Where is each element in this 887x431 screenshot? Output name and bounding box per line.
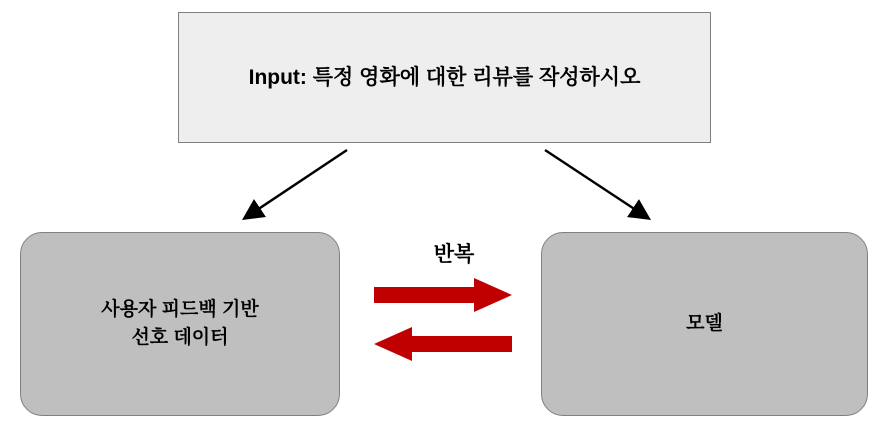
- arrow-input-to-right: [545, 150, 648, 218]
- arrow-input-to-left: [245, 150, 347, 218]
- right-box: [541, 232, 868, 416]
- left-box: [20, 232, 340, 416]
- red-arrow-right-icon: [374, 278, 512, 312]
- iteration-label: 반복: [433, 243, 475, 266]
- right-box-label: 모델: [686, 313, 723, 335]
- left-box-line1: 사용자 피드백 기반: [101, 299, 259, 321]
- left-box-line2: 선호 데이터: [131, 327, 229, 348]
- input-box-label: Input: 특정 영화에 대한 리뷰를 작성하시오: [248, 65, 641, 89]
- left-box-label: [101, 296, 258, 351]
- input-box: [178, 12, 711, 143]
- red-arrow-left-icon: [374, 327, 512, 361]
